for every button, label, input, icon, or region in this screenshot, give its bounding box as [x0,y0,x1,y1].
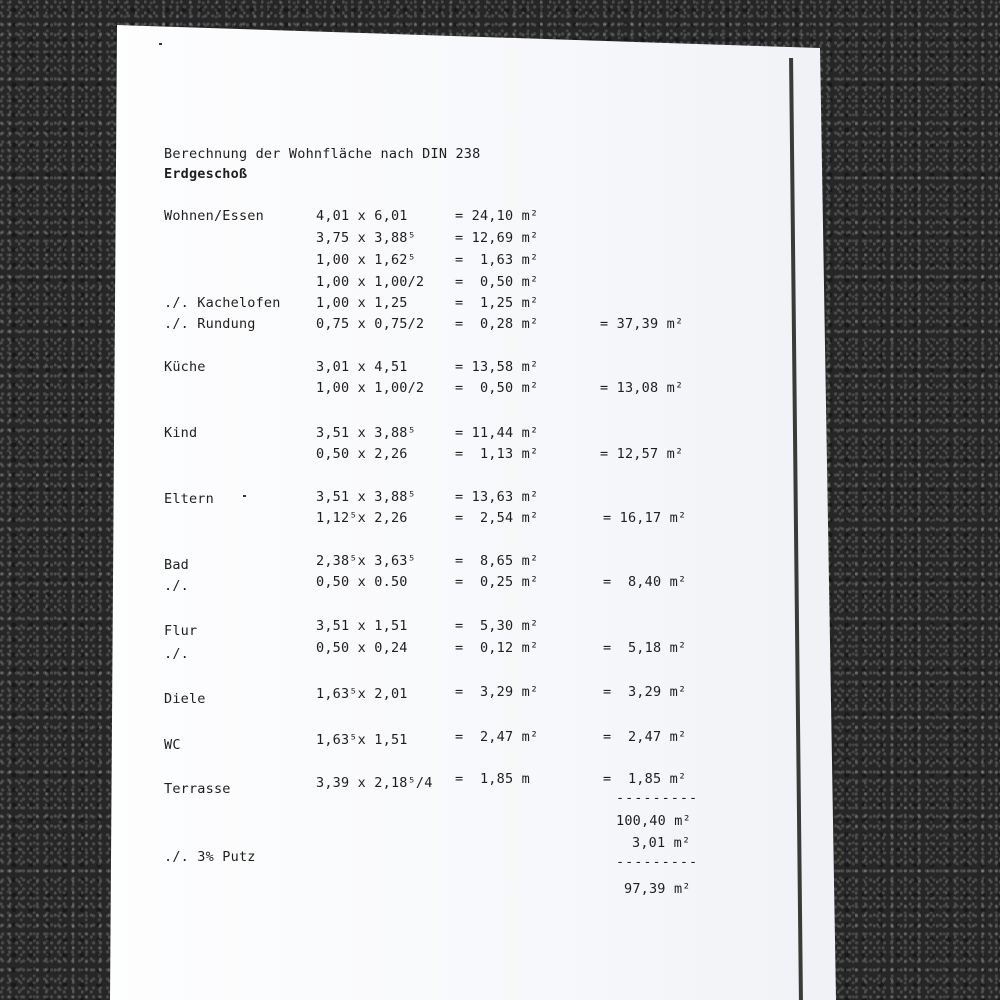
room-total: = 16,17 m² [603,510,687,526]
room-label: WC [164,737,181,753]
final-total: 97,39 m² [624,881,691,897]
room-label: Flur [164,623,198,639]
deduction-label: ./. Kachelofen [164,295,281,311]
room-label: Wohnen/Essen [164,208,264,224]
calc-expression: 4,01 x 6,01 [316,208,408,224]
calc-expression: 3,01 x 4,51 [316,359,408,375]
room-label: Bad [164,557,189,573]
calc-expression: 1,63⁵x 2,01 [316,686,408,702]
calc-expression: 0,75 x 0,75/2 [316,316,425,332]
room-total: = 12,57 m² [600,446,684,462]
calc-expression: 1,00 x 1,25 [316,295,408,311]
calc-result: = 1,13 m² [455,446,539,462]
calc-result: = 2,47 m² [455,729,539,745]
calc-expression: 1,00 x 1,00/2 [316,274,425,290]
room-total: = 8,40 m² [603,574,687,590]
calc-result: = 0,12 m² [455,640,539,656]
calc-result: = 5,30 m² [455,618,539,634]
room-label: Diele [164,691,206,707]
calc-result: = 1,63 m² [455,252,539,268]
room-total: = 5,18 m² [603,640,687,656]
calc-result: = 3,29 m² [455,684,539,700]
calc-result: = 1,25 m² [455,295,539,311]
calc-result: = 2,54 m² [455,510,539,526]
room-label: Kind [164,425,198,441]
calc-expression: 3,51 x 1,51 [316,618,408,634]
calc-result: = 13,58 m² [455,359,539,375]
calc-expression: 3,39 x 2,18⁵/4 [316,775,433,791]
room-total: = 1,85 m² [603,771,687,787]
deduction-label: ./. [164,646,189,662]
room-total: = 37,39 m² [600,316,684,332]
final-separator: --------- [616,854,699,870]
calc-expression: 1,00 x 1,62⁵ [316,252,416,268]
calc-expression: 3,51 x 3,88⁵ [316,489,416,505]
calc-expression: 2,38⁵x 3,63⁵ [316,553,416,569]
deduction-label: ./. Rundung [164,316,256,332]
document-heading: Berechnung der Wohnfläche nach DIN 238 [164,146,481,162]
room-label: Terrasse [164,781,231,797]
paper-speck [159,43,162,45]
calc-expression: 1,12⁵x 2,26 [316,510,408,526]
calc-result: = 11,44 m² [455,425,539,441]
calc-result: = 13,63 m² [455,489,539,505]
subtotal: 100,40 m² [616,813,691,829]
calc-result: = 24,10 m² [455,208,539,224]
calc-result: = 8,65 m² [455,553,539,569]
calc-expression: 1,00 x 1,00/2 [316,380,425,396]
calc-expression: 1,63⁵x 1,51 [316,732,408,748]
calc-expression: 3,75 x 3,88⁵ [316,230,416,246]
room-total: = 13,08 m² [600,380,684,396]
calc-expression: 0,50 x 0,24 [316,640,408,656]
calc-result: = 0,50 m² [455,380,539,396]
paper-speck [243,495,246,497]
calc-result: = 12,69 m² [455,230,539,246]
calc-expression: 0,50 x 0.50 [316,574,408,590]
room-label: Eltern [164,491,214,507]
calc-result: = 0,25 m² [455,574,539,590]
calc-result: = 0,50 m² [455,274,539,290]
calc-expression: 3,51 x 3,88⁵ [316,425,416,441]
calc-result: = 1,85 m [455,771,530,787]
room-total: = 3,29 m² [603,684,687,700]
calc-result: = 0,28 m² [455,316,539,332]
sum-separator: --------- [616,790,699,806]
floor-title: Erdgeschoß [164,166,248,182]
calc-expression: 0,50 x 2,26 [316,446,408,462]
deduction-label: ./. [164,578,189,594]
room-label: Küche [164,359,206,375]
putz-deduction-value: 3,01 m² [632,835,691,851]
putz-deduction-label: ./. 3% Putz [164,849,256,865]
room-total: = 2,47 m² [603,729,687,745]
